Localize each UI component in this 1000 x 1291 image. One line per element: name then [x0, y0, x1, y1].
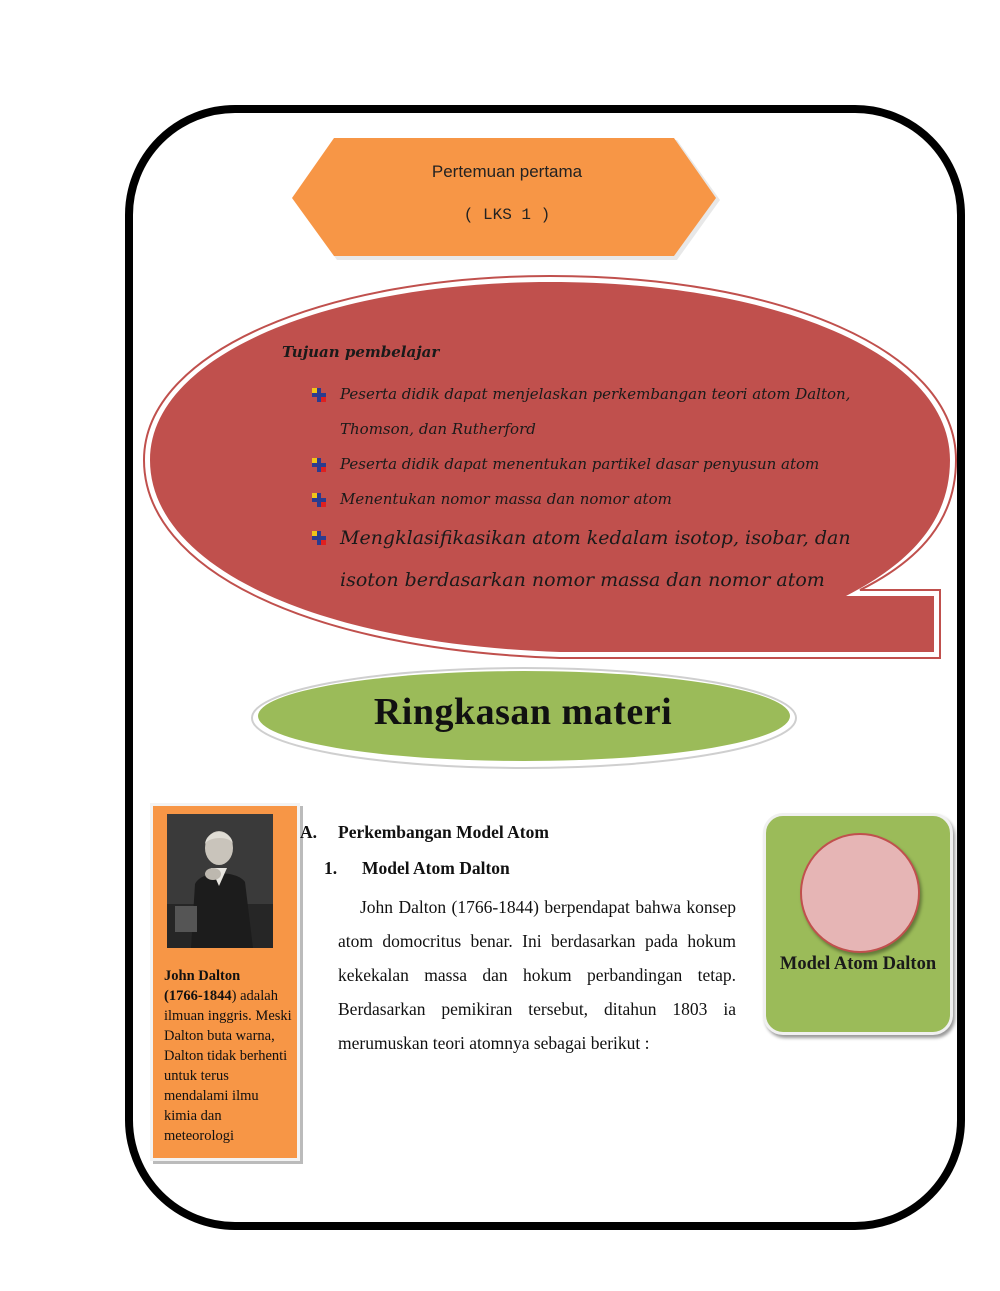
- atom-sphere: [800, 833, 920, 953]
- dalton-paragraph: John Dalton (1766-1844) berpendapat bahwa konsep atom domocritus benar. Ini berdasarkan pada hokum kekekalan massa dan hokum perbandingan tetap. Berdasarkan pemikiran tersebut, ditahun 1803 ia merumuskan teori atomnya sebagai berikut :: [338, 897, 736, 1053]
- subsection-heading: 1. Model Atom Dalton: [324, 858, 510, 878]
- objectives-list: [282, 377, 902, 601]
- dalton-name: John Dalton: [164, 968, 241, 984]
- learning-objectives: [282, 343, 902, 601]
- objective-item: Menentukan nomor massa dan nomor atom: [310, 482, 902, 517]
- dalton-description: ) adalah ilmuan inggris. Meski Dalton buta warna, Dalton tidak berhenti untuk terus mendalami ilmu kimia dan meteorologi: [164, 988, 292, 1144]
- summary-title: Ringkasan materi: [373, 691, 673, 733]
- dalton-portrait: [167, 814, 273, 948]
- model-atom-box: [763, 813, 953, 1035]
- plus-bullet-icon: [312, 531, 326, 545]
- meeting-title: Pertemuan pertama: [431, 162, 583, 181]
- objective-item: Mengklasifikasikan atom kedalam isotop, isobar, dan isoton berdasarkan nomor massa dan nomor atom: [310, 517, 902, 601]
- dalton-years: (1766-1844: [164, 988, 232, 1004]
- objective-item: Peserta didik dapat menjelaskan perkembangan teori atom Dalton, Thomson, dan Rutherford: [310, 377, 902, 447]
- header-hexagon: [292, 138, 722, 262]
- plus-bullet-icon: [312, 493, 326, 507]
- model-atom-label: Model Atom Dalton: [779, 954, 937, 974]
- objectives-heading: Tujuan pembelajar: [282, 343, 440, 361]
- worksheet-label: ( LKS 1 ): [463, 206, 551, 224]
- dalton-caption: [164, 966, 292, 1146]
- dalton-info-box: [150, 803, 300, 1161]
- plus-bullet-icon: [312, 388, 326, 402]
- section-heading: A. Perkembangan Model Atom: [300, 822, 549, 842]
- plus-bullet-icon: [312, 458, 326, 472]
- objective-item: Peserta didik dapat menentukan partikel dasar penyusun atom: [310, 447, 902, 482]
